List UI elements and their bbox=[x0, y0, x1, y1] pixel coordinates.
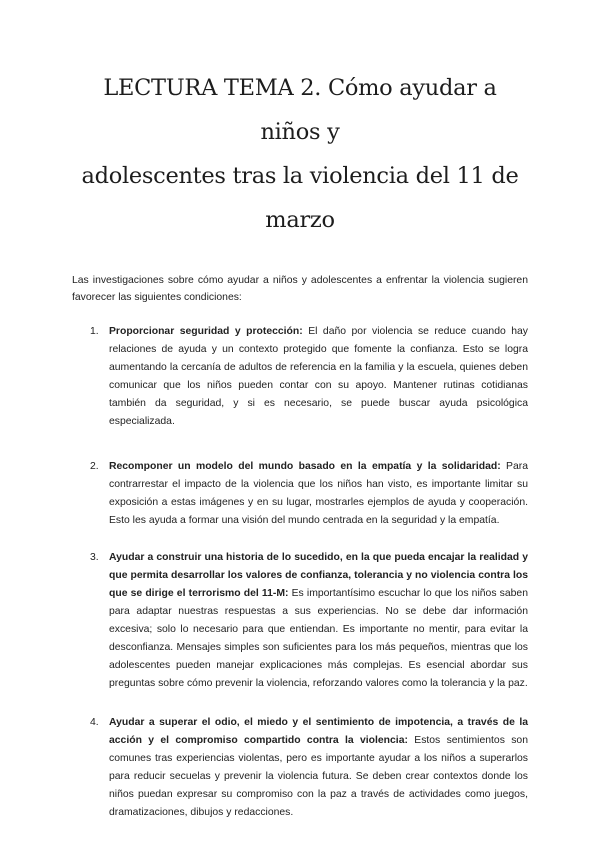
item-lead: Ayudar a superar el odio, el miedo y el sentimiento de impotencia, a través de la acción y el compromiso compartido contra la violencia: bbox=[109, 717, 528, 746]
item-number: 1. bbox=[90, 326, 99, 337]
item-lead: Ayudar a construir una historia de lo sucedido, en la que pueda encajar la realidad y que permita desarrollar los valores de confianza, tolerancia y no violencia contra los que se dirige el terrorismo del 11-M: bbox=[109, 552, 528, 599]
list-item bbox=[72, 549, 528, 693]
item-text: Estos sentimientos son comunes tras experiencias violentas, pero es importante ayudar a los niños a superarlos para reducir secuelas y prevenir la violencia futura. Se deben crear contextos donde los niños puedan expresar su compromiso con la paz a través de actividades como juegos, dramatizaciones, dibujos y redacciones. bbox=[109, 735, 528, 818]
item-text: Para contrarrestar el impacto de la violencia que los niños han visto, es importante limitar su exposición a estas imágenes y en su lugar, mostrarles ejemplos de ayuda y cooperación. Esto les ayuda a formar una visión del mundo centrada en la seguridad y la empatía. bbox=[109, 461, 528, 526]
item-number: 4. bbox=[90, 717, 99, 728]
item-text: Es importantísimo escuchar lo que los niños saben para adaptar nuestras respuestas a sus experiencias. No se debe dar información excesiva; solo lo necesario para que entiendan. Es importante no mentir, para evitar la desconfianza. Mensajes simples son suficientes para los más pequeños, mientras que los adolescentes pueden manejar explicaciones más complejas. Es esencial abordar sus preguntas sobre cómo prevenir la violencia, reforzando valores como la tolerancia y la paz. bbox=[109, 588, 528, 689]
list-item bbox=[72, 714, 528, 822]
item-text: El daño por violencia se reduce cuando hay relaciones de ayuda y un contexto protegido que fomente la confianza. Esto se logra aumentando la cercanía de adultos de referencia en la familia y la escuela, quienes deben comunicar que los niños pueden contar con su apoyo. Mantener rutinas cotidianas también da seguridad, y si es necesario, se puede buscar ayuda psicológica especializada. bbox=[109, 326, 528, 427]
intro-paragraph: Las investigaciones sobre cómo ayudar a niños y adolescentes a enfrentar la violencia sugieren favorecer las siguientes condiciones: bbox=[72, 275, 528, 303]
list-item bbox=[72, 458, 528, 530]
item-lead: Proporcionar seguridad y protección: bbox=[109, 326, 303, 337]
item-number: 2. bbox=[90, 461, 99, 472]
title-line-1: LECTURA TEMA 2. Cómo ayudar a niños y bbox=[103, 75, 497, 145]
page-title bbox=[72, 66, 528, 242]
item-lead: Recomponer un modelo del mundo basado en la empatía y la solidaridad: bbox=[109, 461, 501, 472]
title-line-2: adolescentes tras la violencia del 11 de marzo bbox=[81, 163, 519, 233]
item-number: 3. bbox=[90, 552, 99, 563]
list-item bbox=[72, 323, 528, 431]
conditions-list bbox=[72, 323, 528, 822]
